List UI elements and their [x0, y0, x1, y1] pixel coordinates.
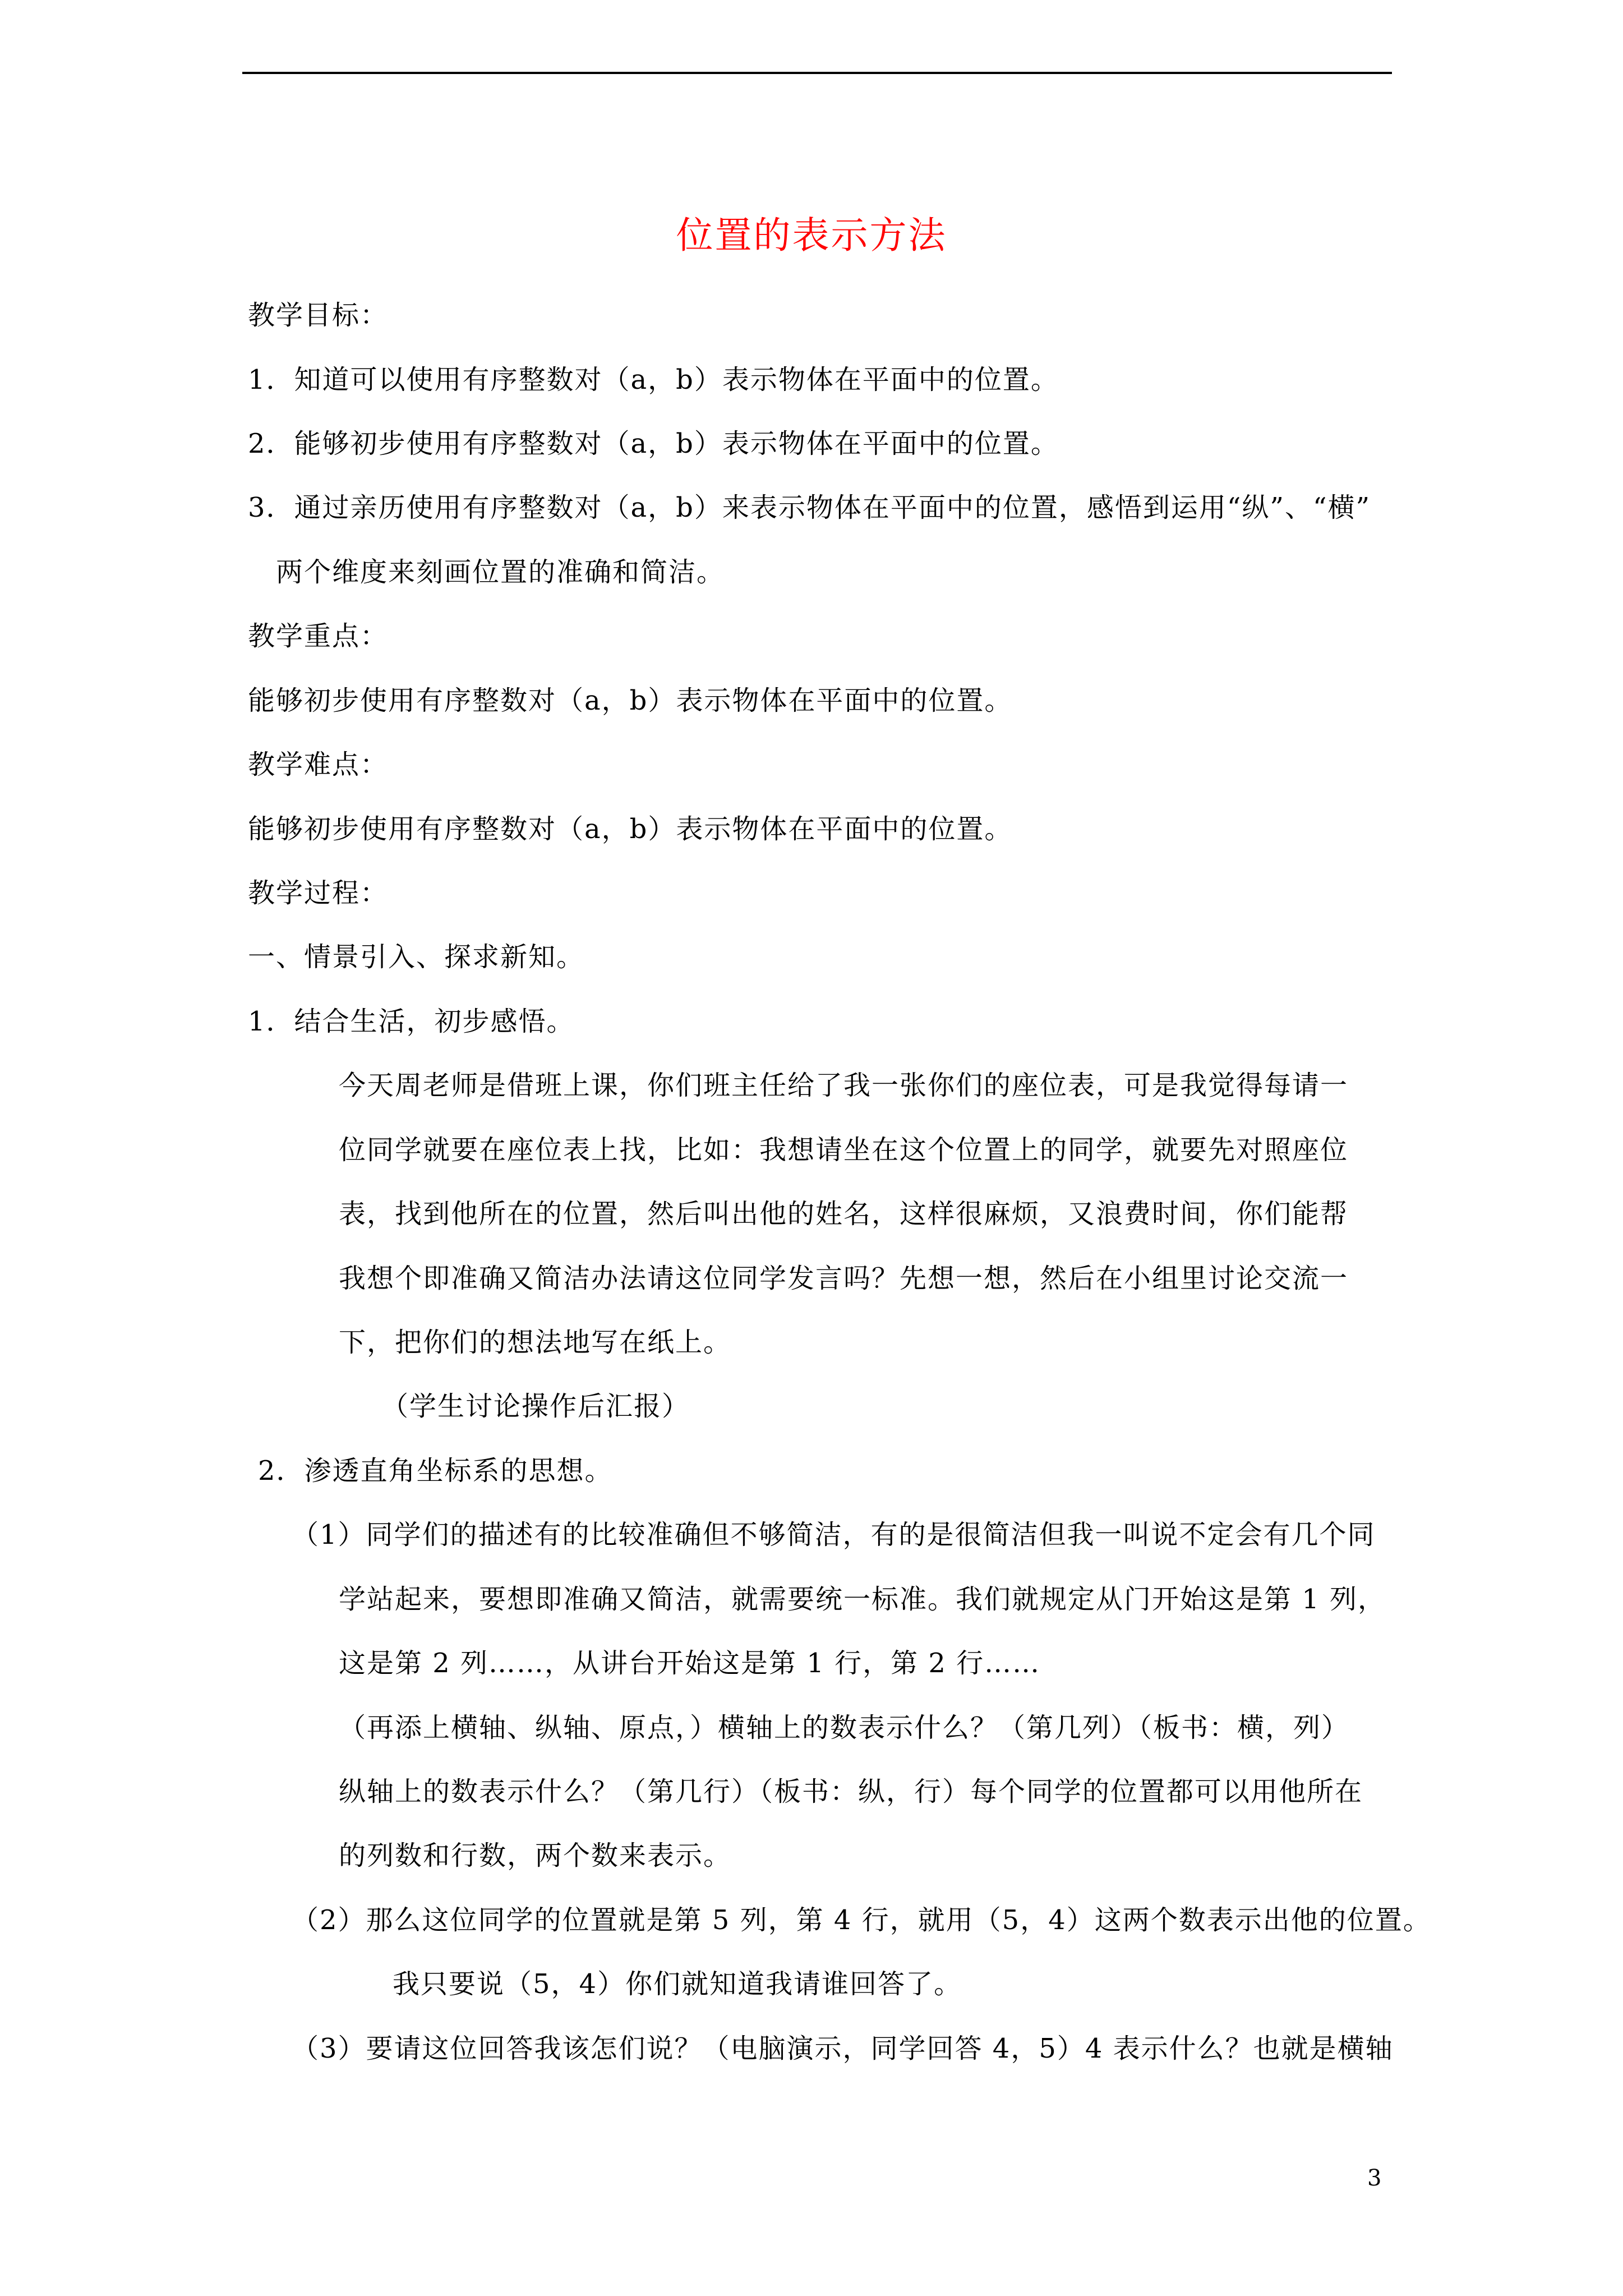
page-number: 3: [1367, 2165, 1382, 2191]
objective-2: 2．能够初步使用有序整数对（a，b）表示物体在平面中的位置。: [248, 428, 1059, 459]
section-heading-objectives: 教学目标：: [248, 300, 389, 331]
sub-item-1-cont: 的列数和行数，两个数来表示。: [339, 1840, 732, 1871]
header-rule: [242, 72, 1392, 74]
sub-item-1: （1）同学们的描述有的比较准确但不够简洁，有的是很简洁但我一叫说不定会有几个同: [292, 1519, 1376, 1550]
objective-3-cont: 两个维度来刻画位置的准确和简洁。: [276, 556, 725, 588]
section-heading-difficulty: 教学难点：: [248, 749, 389, 780]
paragraph-line: 下，把你们的想法地写在纸上。: [339, 1327, 732, 1358]
sub-item-1-cont: （再添上横轴、纵轴、原点，）横轴上的数表示什么？（第几列）（板书：横，列）: [339, 1712, 1350, 1743]
objective-1: 1．知道可以使用有序整数对（a，b）表示物体在平面中的位置。: [248, 364, 1059, 395]
paragraph-line: 位同学就要在座位表上找，比如：我想请坐在这个位置上的同学，就要先对照座位: [339, 1134, 1349, 1166]
difficulty-text: 能够初步使用有序整数对（a，b）表示物体在平面中的位置。: [248, 813, 1013, 845]
process-step-2: 2．渗透直角坐标系的思想。: [258, 1455, 613, 1487]
process-part-1: 一、情景引入、探求新知。: [248, 941, 585, 973]
paragraph-line: 表，找到他所在的位置，然后叫出他的姓名，这样很麻烦，又浪费时间，你们能帮: [339, 1198, 1349, 1230]
student-report-note: （学生讨论操作后汇报）: [381, 1391, 690, 1422]
sub-item-1-cont: 纵轴上的数表示什么？（第几行）（板书：纵，行）每个同学的位置都可以用他所在: [339, 1776, 1363, 1807]
paragraph-line: 今天周老师是借班上课，你们班主任给了我一张你们的座位表，可是我觉得每请一: [339, 1070, 1349, 1101]
key-point-text: 能够初步使用有序整数对（a，b）表示物体在平面中的位置。: [248, 685, 1013, 716]
paragraph-line: 我想个即准确又简洁办法请这位同学发言吗？先想一想，然后在小组里讨论交流一: [339, 1263, 1349, 1294]
section-heading-key-point: 教学重点：: [248, 620, 389, 652]
process-step-1: 1．结合生活，初步感悟。: [248, 1006, 575, 1037]
document-title: 位置的表示方法: [676, 214, 947, 257]
sub-item-1-cont: 学站起来，要想即准确又简洁，就需要统一标准。我们就规定从门开始这是第 1 列，: [339, 1584, 1386, 1615]
section-heading-process: 教学过程：: [248, 877, 389, 909]
sub-item-2: （2）那么这位同学的位置就是第 5 列，第 4 行，就用（5，4）这两个数表示出他的位置。: [292, 1904, 1431, 1936]
objective-3: 3．通过亲历使用有序整数对（a，b）来表示物体在平面中的位置，感悟到运用“纵”、“横”: [248, 492, 1371, 523]
sub-item-3: （3）要请这位回答我该怎们说？（电脑演示，同学回答 4，5）4 表示什么？也就是横轴: [292, 2033, 1394, 2064]
sub-item-1-cont: 这是第 2 列……，从讲台开始这是第 1 行，第 2 行……: [339, 1648, 1041, 1679]
sub-item-2-cont: 我只要说（5，4）你们就知道我请谁回答了。: [393, 1968, 962, 2000]
